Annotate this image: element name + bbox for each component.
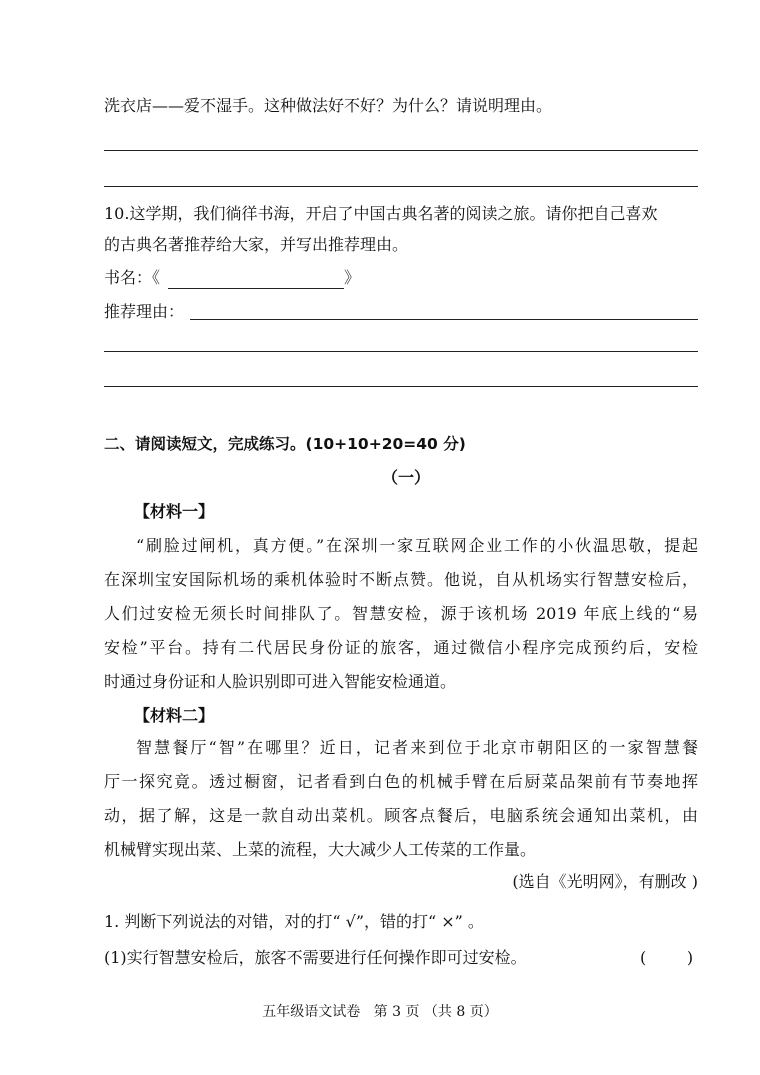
material-2-body [104, 731, 698, 765]
question-10-line-1: 10.这学期，我们徜徉书海，开启了中国古典名著的阅读之旅。请你把自己喜欢 [104, 204, 658, 223]
paragraph-line: 在深圳宝安国际机场的乘机体验时不断点赞。他说，自从机场实行智慧安检后， [104, 570, 698, 589]
source-note: (选自《光明网》，有删改 ) [512, 872, 698, 891]
answer-line[interactable] [104, 386, 698, 387]
paragraph-line: 安检”平台。持有二代居民身份证的旅客，通过微信小程序完成预约后，安检 [104, 638, 698, 657]
answer-line[interactable] [104, 351, 698, 352]
page-footer: 五年级语文试卷 第 3 页 （共 8 页） [262, 1004, 498, 1020]
question-9-tail: 洗衣店——爱不湿手。这种做法好不好？为什么？请说明理由。 [104, 96, 553, 115]
answer-line[interactable] [104, 186, 698, 187]
material-1-title: 【材料一】 [134, 502, 215, 521]
book-name-input-line[interactable] [168, 288, 344, 289]
answer-bracket[interactable]: ( ) [640, 948, 694, 967]
material-2-body-cont [104, 765, 698, 867]
book-name-close-bracket: 》 [344, 268, 361, 287]
answer-line[interactable] [104, 150, 698, 151]
material-1-body [104, 529, 698, 563]
paragraph-line: 人们过安检无须长时间排队了。智慧安检，源于该机场 2019 年底上线的“易 [104, 604, 698, 623]
paragraph-line: 厅一探究竟。透过橱窗，记者看到白色的机械手臂在后厨菜品架前有节奏地挥 [104, 772, 698, 791]
section-heading: 二、请阅读短文，完成练习。(10+10+20=40 分) [104, 435, 466, 453]
part-title: （一） [382, 468, 431, 487]
paragraph-line: 动，据了解，这是一款自动出菜机。顾客点餐后，电脑系统会通知出菜机，由 [104, 806, 698, 825]
material-2-title: 【材料二】 [134, 706, 215, 725]
material-1-body-cont [104, 563, 698, 699]
question-1-stem: 1. 判断下列说法的对错，对的打“ √”，错的打“ ×” 。 [104, 912, 484, 931]
question-10-line-2: 的古典名著推荐给大家，并写出推荐理由。 [104, 235, 409, 254]
book-name-label: 书名：《 [104, 268, 161, 287]
paragraph-line: 时通过身份证和人脸识别即可进入智能安检通道。 [104, 672, 457, 691]
answer-line[interactable] [190, 319, 698, 320]
paragraph-line: 智慧餐厅“智”在哪里？近日，记者来到位于北京市朝阳区的一家智慧餐 [136, 738, 698, 757]
question-1-item-1: (1)实行智慧安检后，旅客不需要进行任何操作即可过安检。 [104, 948, 527, 967]
paragraph-line: “刷脸过闸机，真方便。”在深圳一家互联网企业工作的小伙温思敬，提起 [136, 536, 698, 555]
recommend-reason-label: 推荐理由： [104, 302, 185, 321]
paragraph-line: 机械臂实现出菜、上菜的流程，大大减少人工传菜的工作量。 [104, 840, 537, 859]
